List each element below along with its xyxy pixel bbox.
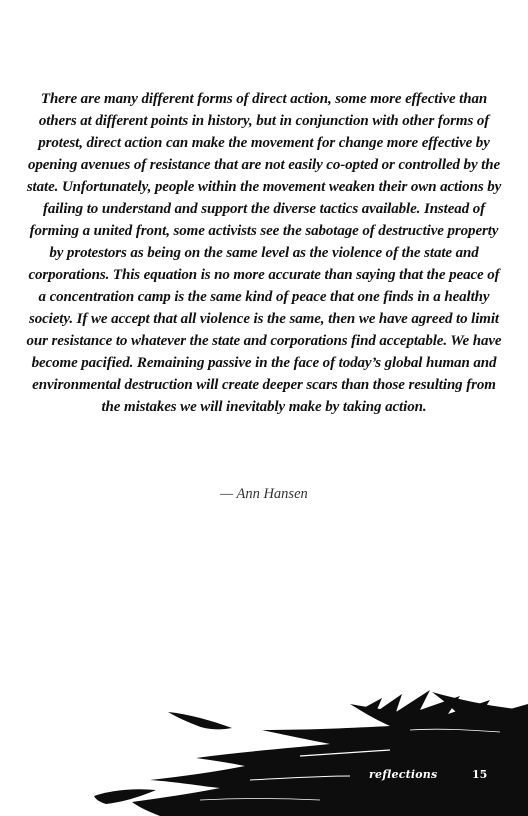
brush-stroke-decoration	[0, 690, 528, 816]
quote-attribution: — Ann Hansen	[220, 486, 308, 502]
page-number: 15	[472, 768, 488, 781]
brush-streak-top	[168, 712, 232, 729]
quote-text: There are many different forms of direct action, some more effective than others at different points in history, but in conjunction with other forms of protest, direct action can make the movement for change more effective by opening avenues of resistance that are not easily co-opted or controlled by the state. Unfortunately, people within the movement weaken their own actions by failing to understand and support the diverse tactics available. Instead of forming a united front, some activists see the sabotage of destructive property by protestors as being on the same level as the violence of the state and corporations. This equation is no more accurate than saying that the peace of a concentration camp is the same kind of peace that one finds in a healthy society. If we accept that all violence is the same, then we have agreed to limit our resistance to whatever the state and corporations find acceptable. We have become pacified. Remaining passive in the face of today’s global human and environmental destruction will create deeper scars than those resulting from the mistakes we will inevitably make by taking action.	[26, 91, 502, 415]
section-label: reflections	[369, 768, 438, 781]
